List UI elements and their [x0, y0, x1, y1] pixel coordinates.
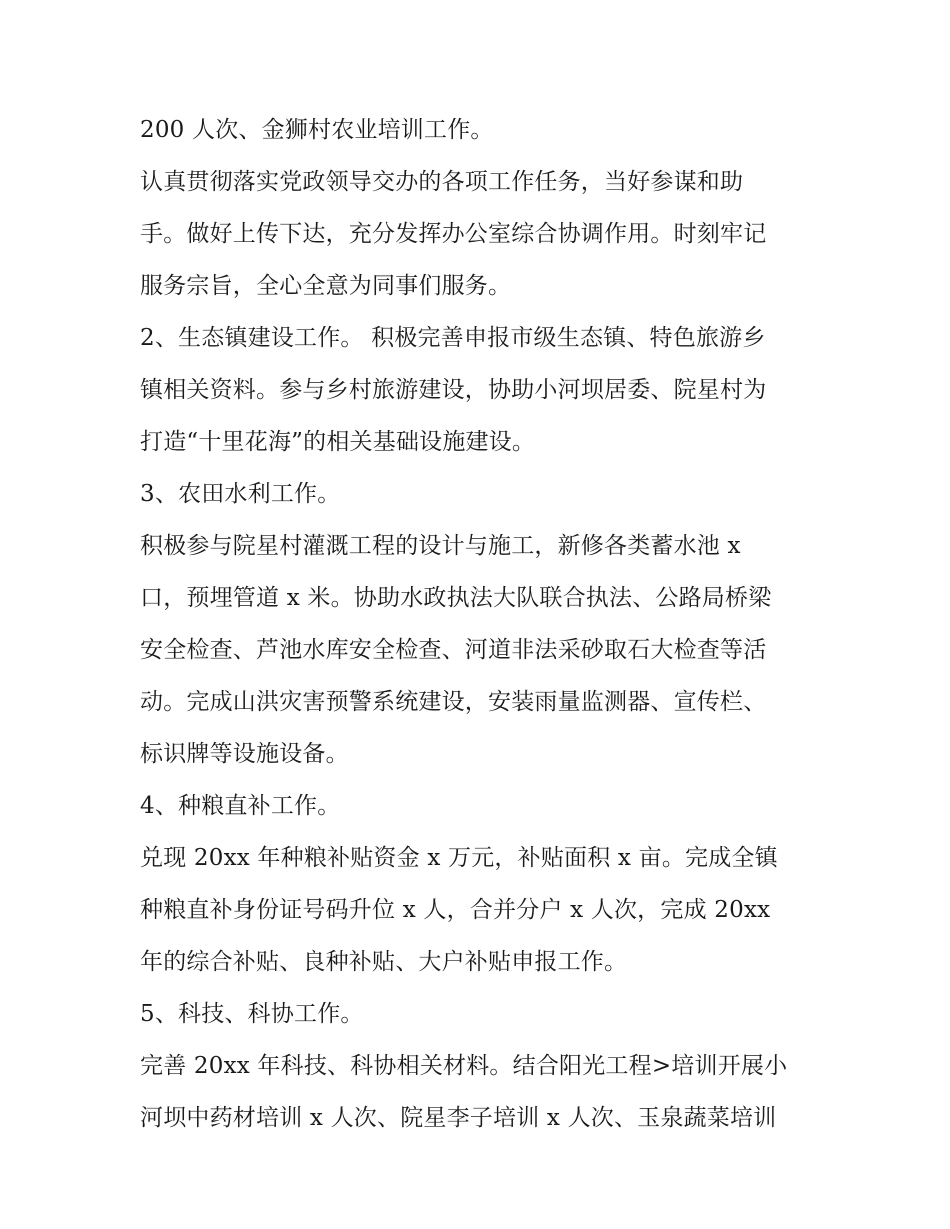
text-line: 认真贯彻落实党政领导交办的各项工作任务，当好参谋和助: [140, 169, 744, 195]
text-line: 积极参与院星村灌溉工程的设计与施工，新修各类蓄水池 x: [140, 533, 741, 559]
text-line: 标识牌等设施设备。: [140, 741, 349, 767]
section-heading-4: 4、种粮直补工作。: [140, 793, 341, 819]
text-line: 完善 20xx 年科技、科协相关材料。结合阳光工程>培训开展小: [140, 1053, 788, 1079]
text-line: 安全检查、芦池水库安全检查、河道非法采砂取石大检查等活: [140, 637, 767, 663]
text-line: 种粮直补身份证号码升位 x 人，合并分户 x 人次，完成 20xx: [140, 897, 771, 923]
text-line: 镇相关资料。参与乡村旅游建设，协助小河坝居委、院星村为: [140, 377, 767, 403]
section-heading-2: 2、生态镇建设工作。 积极完善申报市级生态镇、特色旅游乡: [140, 325, 766, 351]
section-heading-5: 5、科技、科协工作。: [140, 1001, 364, 1027]
text-line: 打造“十里花海”的相关基础设施建设。: [140, 429, 536, 455]
text-line: 兑现 20xx 年种粮补贴资金 x 万元，补贴面积 x 亩。完成全镇: [140, 845, 778, 871]
text-line: 服务宗旨，全心全意为同事们服务。: [140, 273, 512, 299]
text-line: 口，预埋管道 x 米。协助水政执法大队联合执法、公路局桥梁: [140, 585, 772, 611]
section-heading-3: 3、农田水利工作。: [140, 481, 341, 507]
text-line: 手。做好上传下达，充分发挥办公室综合协调作用。时刻牢记: [140, 221, 767, 247]
text-line: 河坝中药材培训 x 人次、院星李子培训 x 人次、玉泉蔬菜培训: [140, 1105, 777, 1131]
document-body: [140, 104, 820, 1144]
text-line: 动。完成山洪灾害预警系统建设，安装雨量监测器、宣传栏、: [140, 689, 767, 715]
text-line: 年的综合补贴、良种补贴、大户补贴申报工作。: [140, 949, 628, 975]
text-line: 200 人次、金狮村农业培训工作。: [140, 117, 494, 143]
